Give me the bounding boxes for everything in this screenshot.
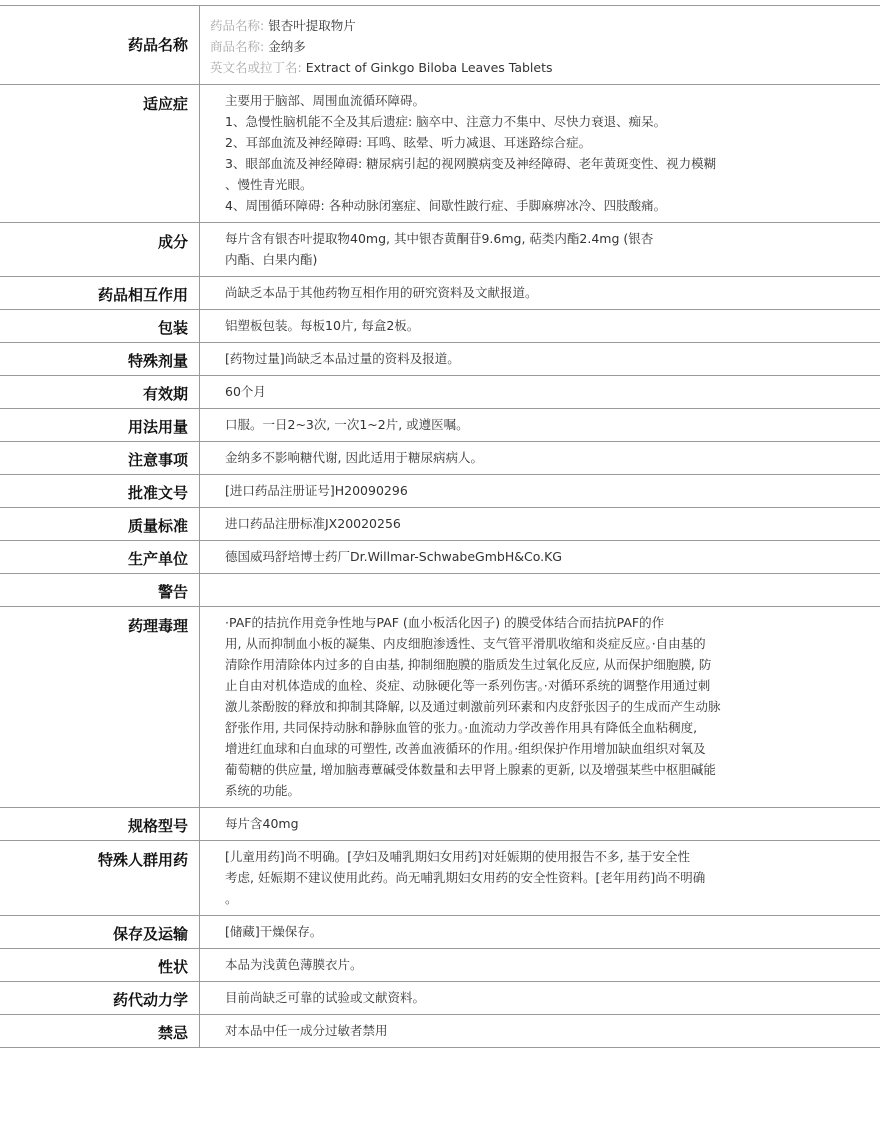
row-validity xyxy=(0,376,880,409)
row-value: 每片含40mg xyxy=(225,816,299,831)
row-value: [进口药品注册证号]H20090296 xyxy=(225,483,408,498)
trade-name-key: 商品名称: xyxy=(210,39,265,54)
row-value: 德国威玛舒培博士药厂Dr.Willmar-SchwabeGmbH&Co.KG xyxy=(225,549,562,564)
text-line: 2、耳部血流及神经障碍: 耳鸣、眩晕、听力减退、耳迷路综合症。 xyxy=(225,135,592,150)
row-manufacturer xyxy=(0,541,880,574)
row-label: 有效期 xyxy=(0,376,200,408)
row-interactions xyxy=(0,277,880,310)
row-value xyxy=(200,85,880,222)
generic-name-key: 药品名称: xyxy=(210,18,265,33)
row-contraindications xyxy=(0,1015,880,1048)
row-spec xyxy=(0,808,880,841)
trade-name-value: 金纳多 xyxy=(268,39,306,54)
row-label: 质量标准 xyxy=(0,508,200,540)
english-name-key: 英文名或拉丁名: xyxy=(210,60,302,75)
row-value: [药物过量]尚缺乏本品过量的资料及报道。 xyxy=(225,351,460,366)
row-warning xyxy=(0,574,880,607)
row-label: 药品相互作用 xyxy=(0,277,200,309)
text-line: 主要用于脑部、周围血流循环障碍。 xyxy=(225,93,426,108)
english-name-value: Extract of Ginkgo Biloba Leaves Tablets xyxy=(305,60,553,75)
row-special-groups xyxy=(0,841,880,916)
text-line: 清除作用清除体内过多的自由基, 抑制细胞膜的脂质发生过氧化反应, 从而保护细胞膜, 防 xyxy=(225,657,712,672)
row-label: 用法用量 xyxy=(0,409,200,441)
text-line: 考虑, 妊娠期不建议使用此药。尚无哺乳期妇女用药的安全性资料。[老年用药]尚不明确 xyxy=(225,870,706,885)
row-value: [储藏]干燥保存。 xyxy=(225,924,323,939)
text-line: 4、周围循环障碍: 各种动脉闭塞症、间歇性跛行症、手脚麻痹冰冷、四肢酸痛。 xyxy=(225,198,667,213)
text-line: 1、急慢性脑机能不全及其后遗症: 脑卒中、注意力不集中、尽快力衰退、痴呆。 xyxy=(225,114,667,129)
text-line: 葡萄糖的供应量, 增加脑毒蕈碱受体数量和去甲肾上腺素的更新, 以及增强某些中枢胆碱能 xyxy=(225,762,716,777)
text-line: 舒张作用, 共同保持动脉和静脉血管的张力。·血流动力学改善作用具有降低全血粘稠度, xyxy=(225,720,698,735)
row-label: 特殊剂量 xyxy=(0,343,200,375)
row-label: 特殊人群用药 xyxy=(0,841,200,915)
row-label: 批准文号 xyxy=(0,475,200,507)
row-drug-name xyxy=(0,6,880,85)
row-value: 尚缺乏本品于其他药物互相作用的研究资料及文献报道。 xyxy=(225,285,538,300)
text-line: [儿童用药]尚不明确。[孕妇及哺乳期妇女用药]对妊娠期的使用报告不多, 基于安全性 xyxy=(225,849,690,864)
row-value: 口服。一日2~3次, 一次1~2片, 或遵医嘱。 xyxy=(225,417,469,432)
row-precautions xyxy=(0,442,880,475)
row-pharmacokinetics xyxy=(0,982,880,1015)
row-label: 警告 xyxy=(0,574,200,606)
row-label: 包装 xyxy=(0,310,200,342)
row-label: 生产单位 xyxy=(0,541,200,573)
row-pharmacology xyxy=(0,607,880,808)
row-value: 60个月 xyxy=(225,384,266,399)
text-line: 增进红血球和白血球的可塑性, 改善血液循环的作用。·组织保护作用增加缺血组织对氧及 xyxy=(225,741,706,756)
row-value: 目前尚缺乏可靠的试验或文献资料。 xyxy=(225,990,426,1005)
row-value: 铝塑板包装。每板10片, 每盒2板。 xyxy=(225,318,420,333)
row-label: 规格型号 xyxy=(0,808,200,840)
text-line: 。 xyxy=(225,891,238,906)
drug-info-table xyxy=(0,5,880,1048)
row-value: 进口药品注册标准JX20020256 xyxy=(225,516,401,531)
row-value xyxy=(200,607,880,807)
generic-name-value: 银杏叶提取物片 xyxy=(268,18,356,33)
text-line: 、慢性青光眼。 xyxy=(225,177,313,192)
text-line: 内酯、白果内酯) xyxy=(225,252,318,267)
row-approval xyxy=(0,475,880,508)
row-label: 药代动力学 xyxy=(0,982,200,1014)
row-label: 适应症 xyxy=(0,85,200,222)
row-label: 成分 xyxy=(0,223,200,276)
text-line: 用, 从而抑制血小板的凝集、内皮细胞渗透性、支气管平滑肌收缩和炎症反应。·自由基的 xyxy=(225,636,706,651)
row-value xyxy=(200,223,880,276)
drug-names xyxy=(200,6,563,84)
text-line: ·PAF的拮抗作用竞争性地与PAF (血小板活化因子) 的膜受体结合而拮抗PAF的作 xyxy=(225,615,665,630)
row-standard xyxy=(0,508,880,541)
row-appearance xyxy=(0,949,880,982)
row-packaging xyxy=(0,310,880,343)
text-line: 3、眼部血流及神经障碍: 糖尿病引起的视网膜病变及神经障碍、老年黄斑变性、视力模糊 xyxy=(225,156,717,171)
row-storage xyxy=(0,916,880,949)
row-indications xyxy=(0,85,880,223)
text-line: 激儿茶酚胺的释放和抑制其降解, 以及通过刺激前列环素和内皮舒张因子的生成而产生动脉 xyxy=(225,699,721,714)
text-line: 系统的功能。 xyxy=(225,783,301,798)
row-value: 金纳多不影响糖代谢, 因此适用于糖尿病病人。 xyxy=(225,450,483,465)
row-label: 保存及运输 xyxy=(0,916,200,948)
row-dosage xyxy=(0,409,880,442)
row-value xyxy=(200,841,880,915)
text-line: 每片含有银杏叶提取物40mg, 其中银杏黄酮苷9.6mg, 萜类内酯2.4mg (银杏 xyxy=(225,231,654,246)
row-overdose xyxy=(0,343,880,376)
row-label: 性状 xyxy=(0,949,200,981)
row-value: 本品为浅黄色薄膜衣片。 xyxy=(225,957,363,972)
row-ingredients xyxy=(0,223,880,277)
row-value xyxy=(200,574,880,606)
text-line: 止自由对机体造成的血栓、炎症、动脉硬化等一系列伤害。·对循环系统的调整作用通过刺 xyxy=(225,678,711,693)
row-value: 对本品中任一成分过敏者禁用 xyxy=(225,1023,388,1038)
row-label: 禁忌 xyxy=(0,1015,200,1047)
row-label: 注意事项 xyxy=(0,442,200,474)
row-label: 药理毒理 xyxy=(0,607,200,807)
row-label: 药品名称 xyxy=(0,6,200,84)
